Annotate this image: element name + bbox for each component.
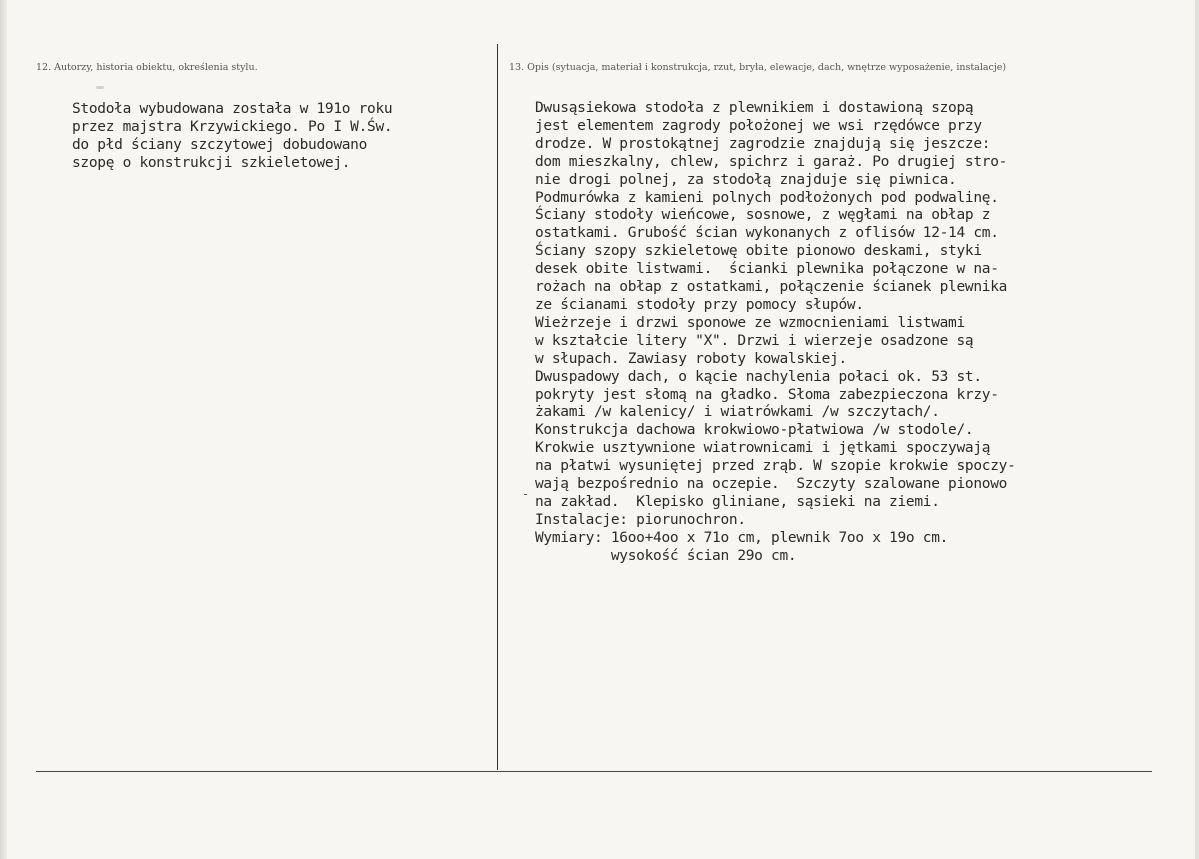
page-left-edge	[0, 0, 7, 859]
paper-smudge	[96, 86, 104, 89]
page-right-edge	[1195, 0, 1199, 859]
margin-mark: -	[522, 487, 530, 501]
column-divider	[497, 44, 498, 770]
bottom-rule	[36, 771, 1152, 772]
section-13-text: Dwusąsiekowa stodoła z plewnikiem i dostawioną szopą jest elementem zagrody położonej we wsi rzędówce przy drodze. W prostokątnej zagrodzie znajdują się jeszcze: dom mieszkalny, chlew, spichrz i garaż. Po drugiej stro- nie drogi polnej, za stodołą znajduje się piwnica. Podmurówka z kamieni polnych podłożonych pod podwalinę. Ściany stodoły wieńcowe, sosnowe, z węgłami na obłap z ostatkami. Grubość ścian wykonanych z oflisów 12-14 cm. Ściany szopy szkieletowę obite pionowo deskami, styki desek obite listwami. ścianki plewnika połączone w na- rożach na obłap z ostatkami, połączenie ścianek plewnika ze ścianami stodoły przy pomocy słupów. Wieżrzeje i drzwi sponowe ze wzmocnieniami listwami w kształcie litery "X". Drzwi i wierzeje osadzone są w słupach. Zawiasy roboty kowalskiej. Dwuspadowy dach, o kącie nachylenia połaci ok. 53 st. pokryty jest słomą na gładko. Słoma zabezpieczona krzy- żakami /w kalenicy/ i wiatrówkami /w szczytach/. Konstrukcja dachowa krokwiowo-płatwiowa /w stodole/. Krokwie usztywnione wiatrownicami i jętkami spoczywają na płatwi wysuniętej przed zrąb. W szopie krokwie spoczy- wają bezpośrednio na oczepie. Szczyty szalowane pionowo na zakład. Klepisko gliniane, sąsieki na ziemi. Instalacje: piorunochron. Wymiary: 16oo+4oo x 71o cm, plewnik 7oo x 19o cm. wysokość ścian 29o cm.	[535, 100, 1016, 564]
section-13-header: 13. Opis (sytuacja, materiał i konstrukcja, rzut, bryła, elewacje, dach, wnętrze wyposażenie, instalacje)	[509, 62, 1007, 73]
section-12-text: Stodoła wybudowana została w 191o roku przez majstra Krzywickiego. Po I W.Św. do płd ściany szczytowej dobudowano szopę o konstrukcji szkieletowej.	[72, 101, 393, 171]
section-12-header: 12. Autorzy, historia obiektu, określenia stylu.	[36, 62, 258, 73]
